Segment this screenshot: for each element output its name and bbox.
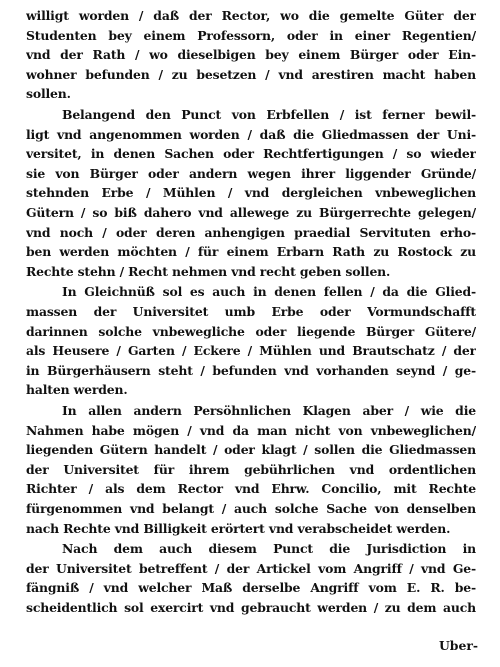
text-line: sie von Bürger oder andern wegen ihrer liggender Gründe/: [26, 165, 476, 181]
text-line: halten werden.: [26, 382, 128, 398]
paragraph-start-line: In allen andern Persöhnlichen Klagen aber / wie die: [62, 403, 476, 418]
text-line: liegenden Gütern handelt / oder klagt / sollen die Gliedmassen: [26, 442, 476, 458]
text-line: Studenten bey einem Professorn, oder in einer Regentien/: [26, 27, 476, 43]
text-line: darinnen solche vnbewegliche oder liegende Bürger Gütere/: [26, 323, 476, 339]
text-line: der Universitet für ihrem gebührlichen vnd ordentlichen: [26, 461, 476, 477]
text-line: nach Rechte vnd Billigkeit erörtert vnd verabscheidet werden.: [26, 520, 451, 536]
text-line: vnd noch / oder deren anhengigen praedial Servituten erho-: [26, 224, 476, 240]
text-line: vnd der Rath / wo dieselbigen bey einem Bürger oder Ein-: [26, 47, 476, 63]
text-line: willigt worden / daß der Rector, wo die gemelte Güter der: [26, 8, 476, 23]
paragraph-start-line: Nach dem auch diesem Punct die Jurisdiction in: [62, 541, 476, 557]
text-line: fürgenommen vnd belangt / auch solche Sache von denselben: [26, 501, 476, 516]
text-line: wohner befunden / zu besetzen / vnd arestiren macht haben: [26, 66, 476, 82]
text-line: Gütern / so biß dahero vnd allewege zu Bürgerrechte gelegen/: [26, 205, 476, 220]
text-line: stehnden Erbe / Mühlen / vnd dergleichen vnbeweglichen: [26, 185, 476, 201]
text-line: in Bürgerhäusern steht / befunden vnd vorhanden seynd / ge-: [26, 362, 476, 378]
text-line: sollen.: [26, 86, 71, 102]
text-line: Rechte stehn / Recht nehmen vnd recht geben sollen.: [26, 263, 391, 279]
text-line: fängniß / vnd welcher Maß derselbe Angriff vom E. R. be-: [26, 580, 476, 596]
text-line: der Universitet betreffent / der Artickel vom Angriff / vnd Ge-: [26, 560, 476, 576]
text-line: als Heusere / Garten / Eckere / Mühlen und Brautschatz / der: [26, 343, 476, 359]
text-line: versitet, in denen Sachen oder Rechtfertigungen / so wieder: [26, 146, 476, 162]
text-line: massen der Universitet umb Erbe oder Vormundschafft: [26, 304, 476, 319]
paragraph-start-line: In Gleichnüß sol es auch in denen fellen / da die Glied-: [62, 284, 476, 300]
text-line: Richter / als dem Rector vnd Ehrw. Concilio, mit Rechte: [26, 481, 476, 497]
catchword: Uber-: [438, 638, 478, 654]
text-line: Nahmen habe mögen / vnd da man nicht von vnbeweglichen/: [26, 422, 476, 438]
text-line: ben werden möchten / für einem Erbarn Rath zu Rostock zu: [26, 244, 476, 260]
text-line: ligt vnd angenommen worden / daß die Gliedmassen der Uni-: [26, 126, 476, 142]
paragraph-start-line: Belangend den Punct von Erbfellen / ist ferner bewil-: [62, 107, 476, 122]
text-line: scheidentlich sol exercirt vnd gebraucht werden / zu dem auch: [26, 600, 476, 615]
